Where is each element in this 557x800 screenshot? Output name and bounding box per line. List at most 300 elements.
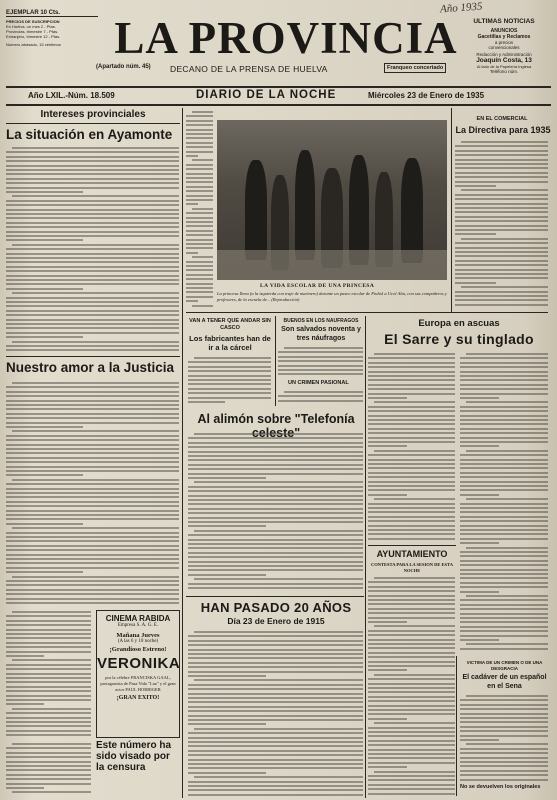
text-line — [188, 587, 363, 589]
text-line — [460, 735, 548, 737]
text-line — [368, 503, 455, 505]
text-line — [6, 165, 179, 167]
text-line — [188, 706, 363, 708]
text-line — [455, 233, 496, 235]
text-line — [6, 602, 179, 604]
text-line — [284, 347, 363, 349]
text-line — [460, 713, 548, 715]
handwritten-note: Año 1935 — [439, 0, 483, 16]
text-line — [188, 388, 271, 390]
text-line — [368, 520, 455, 522]
text-line — [368, 709, 455, 711]
text-line — [368, 516, 455, 518]
text-line — [6, 426, 83, 428]
text-line — [186, 291, 213, 293]
text-line — [460, 503, 548, 505]
headline-naufragos: Son salvados noventa y tres náufragos — [281, 326, 361, 342]
text-line — [6, 488, 179, 490]
text-line — [6, 695, 91, 697]
text-line — [192, 305, 213, 307]
text-line — [455, 181, 548, 183]
text-line — [6, 400, 179, 402]
text-line — [6, 629, 91, 631]
article-crimen — [278, 390, 364, 406]
text-line — [186, 151, 213, 153]
text-line — [188, 561, 363, 563]
text-line — [368, 669, 407, 671]
text-line — [194, 433, 363, 435]
text-line — [455, 185, 496, 187]
text-line — [460, 752, 548, 754]
text-line — [368, 779, 455, 781]
text-line — [460, 533, 548, 535]
text-line — [368, 581, 455, 583]
text-line — [188, 772, 266, 774]
text-line — [455, 282, 496, 284]
text-line — [368, 428, 455, 430]
text-line — [455, 220, 548, 222]
subscription-box — [6, 10, 98, 47]
text-line — [12, 244, 179, 246]
text-line — [6, 474, 83, 476]
text-line — [188, 499, 363, 501]
text-line — [368, 371, 455, 373]
text-line — [6, 668, 91, 670]
text-line — [368, 617, 455, 619]
text-line — [188, 688, 363, 690]
text-line — [455, 198, 548, 200]
text-line — [6, 677, 91, 679]
text-line — [455, 225, 548, 227]
text-line — [188, 767, 363, 769]
text-line — [368, 533, 455, 535]
subscription-line: En Huelva, un mes 2 - Ptas. — [6, 24, 56, 29]
section-europa: Europa en ascuas — [418, 318, 500, 329]
text-line — [6, 532, 179, 534]
text-line — [6, 257, 179, 259]
text-line — [284, 391, 363, 393]
text-line — [6, 492, 179, 494]
text-line — [188, 464, 363, 466]
text-line — [368, 599, 455, 601]
price-label: EJEMPLAR 10 Cts. — [6, 10, 98, 17]
text-line — [192, 208, 213, 210]
text-line — [186, 199, 213, 201]
text-line — [368, 388, 455, 390]
text-line — [186, 190, 213, 192]
text-line — [6, 327, 179, 329]
text-line — [6, 417, 179, 419]
text-line — [6, 747, 91, 749]
text-line — [368, 472, 455, 474]
text-line — [466, 401, 548, 403]
text-line — [368, 621, 407, 623]
text-line — [368, 529, 455, 531]
text-line — [455, 150, 548, 152]
text-line — [368, 511, 455, 513]
photo-caption-text: La princesa Ilena (a la izquierda con traje de marinero) durante un paseo escolar de Fiuhol a Ucol Alta, con sus compañeros y profesores, de la escuela de... (Reproducción) — [217, 291, 447, 302]
text-line — [368, 379, 455, 381]
text-line — [460, 529, 548, 531]
text-line — [6, 549, 179, 551]
text-line — [368, 410, 455, 412]
text-line — [460, 639, 499, 641]
text-line — [194, 728, 363, 730]
text-line — [455, 264, 548, 266]
text-line — [6, 558, 179, 560]
cinema-success: ¡GRAN EXITO! — [116, 695, 160, 701]
text-line — [368, 445, 407, 447]
text-line — [6, 734, 91, 736]
headline-justicia: Nuestro amor a la Justicia — [6, 360, 175, 375]
text-line — [6, 580, 179, 582]
column-divider — [275, 316, 276, 406]
text-line — [368, 366, 455, 368]
text-line — [368, 713, 455, 715]
text-line — [186, 195, 213, 197]
text-line — [460, 699, 548, 701]
text-line — [460, 630, 548, 632]
headline-fabricantes: Los fabricantes han de ir a la cárcel — [189, 334, 271, 352]
text-line — [6, 483, 179, 485]
text-line — [466, 595, 548, 597]
text-line — [460, 591, 499, 593]
text-line — [368, 639, 455, 641]
text-line — [455, 304, 548, 306]
text-line — [368, 634, 455, 636]
text-line — [460, 432, 548, 434]
text-line — [460, 428, 548, 430]
text-line — [455, 145, 548, 147]
text-line — [6, 624, 91, 626]
text-line — [460, 489, 548, 491]
text-line — [188, 486, 363, 488]
text-line — [188, 745, 363, 747]
text-line — [12, 382, 179, 384]
text-line — [368, 459, 455, 461]
text-line — [455, 295, 548, 297]
text-line — [194, 679, 363, 681]
text-line — [461, 286, 548, 288]
kicker-naufragos: BUENOS EN LOS NAUFRAGOS — [283, 318, 359, 324]
text-line — [368, 612, 455, 614]
text-line — [192, 159, 213, 161]
text-line — [6, 655, 44, 657]
text-line — [460, 467, 548, 469]
text-line — [460, 748, 548, 750]
text-line — [194, 631, 363, 633]
text-line — [194, 481, 363, 483]
cinema-name: CINEMA RABIDA — [105, 614, 171, 623]
headline-1915: Día 23 de Enero de 1915 — [227, 616, 325, 626]
text-line — [188, 662, 363, 664]
text-line — [460, 476, 548, 478]
cinema-premiere: ¡Grandioso Estreno! — [109, 646, 167, 653]
text-line — [460, 538, 548, 540]
text-line — [368, 590, 455, 592]
text-line — [6, 457, 179, 459]
text-line — [188, 451, 363, 453]
text-line — [368, 683, 455, 685]
text-line — [6, 756, 91, 758]
text-line — [6, 204, 179, 206]
text-line — [186, 173, 213, 175]
text-line — [368, 441, 455, 443]
text-line — [188, 468, 363, 470]
text-line — [460, 739, 499, 741]
text-line — [6, 279, 179, 281]
text-line — [6, 413, 179, 415]
text-line — [6, 637, 91, 639]
text-line — [455, 207, 548, 209]
text-line — [12, 743, 91, 745]
text-line — [188, 543, 363, 545]
text-line — [368, 375, 455, 377]
text-line — [188, 539, 363, 541]
text-line — [374, 577, 455, 579]
text-line — [368, 630, 455, 632]
text-line — [466, 547, 548, 549]
text-line — [188, 640, 363, 642]
text-line — [460, 384, 548, 386]
text-line — [368, 423, 455, 425]
text-line — [6, 452, 179, 454]
text-line — [188, 675, 266, 677]
text-line — [6, 226, 179, 228]
text-line — [460, 507, 548, 509]
text-line — [12, 659, 91, 661]
text-line — [188, 684, 363, 686]
text-line — [278, 360, 363, 362]
text-line — [368, 766, 407, 768]
text-line — [6, 288, 83, 290]
text-line — [186, 217, 213, 219]
text-line — [374, 353, 455, 355]
text-line — [466, 643, 548, 645]
text-line — [6, 761, 91, 763]
text-line — [368, 678, 455, 680]
text-line — [368, 687, 455, 689]
text-line — [6, 651, 91, 653]
text-line — [6, 633, 91, 635]
text-line — [278, 373, 363, 375]
text-line — [466, 498, 548, 500]
text-line — [186, 239, 213, 241]
text-line — [368, 357, 455, 359]
text-line — [460, 362, 548, 364]
text-line — [188, 379, 271, 381]
text-line — [6, 275, 179, 277]
text-line — [6, 721, 91, 723]
text-line — [455, 251, 548, 253]
headline-ayamonte: La situación en Ayamonte — [6, 127, 173, 142]
text-line — [455, 247, 548, 249]
cinema-cast: por la célebre FRANCISKA GAAL, protagonista de Pasa Vida "Luz" y el gran actor PAUL HORBIGER — [100, 675, 176, 692]
text-line — [6, 615, 91, 617]
text-line — [12, 576, 179, 578]
address: Joaquín Costa, 13 — [476, 57, 532, 64]
text-line — [188, 547, 363, 549]
text-line — [188, 455, 363, 457]
text-line — [460, 599, 548, 601]
text-line — [6, 386, 179, 388]
text-line — [455, 269, 548, 271]
text-line — [460, 765, 548, 767]
rule — [6, 86, 551, 88]
text-line — [188, 517, 363, 519]
text-line — [6, 703, 44, 705]
article-telefonia — [188, 432, 364, 592]
text-line — [368, 749, 455, 751]
ads-line: Redacción y Administración — [476, 52, 532, 57]
text-line — [460, 445, 499, 447]
text-line — [368, 467, 455, 469]
text-line — [460, 555, 548, 557]
text-line — [368, 415, 455, 417]
rule — [186, 312, 548, 313]
text-line — [188, 383, 271, 385]
kicker-crimen-sena: VICTIMA DE UN CRIMEN O DE UNA DESGRACIA — [466, 660, 543, 671]
text-line — [460, 542, 499, 544]
ads-line: a precios — [494, 40, 514, 45]
text-line — [6, 774, 91, 776]
text-line — [460, 726, 548, 728]
text-line — [6, 505, 179, 507]
text-line — [455, 172, 548, 174]
text-line — [6, 151, 179, 153]
text-line — [368, 525, 455, 527]
text-line — [6, 349, 179, 351]
text-line — [460, 626, 548, 628]
text-line — [460, 423, 548, 425]
text-line — [188, 710, 363, 712]
originals-notice: No se devuelven los originales — [460, 784, 541, 790]
text-line — [368, 647, 455, 649]
text-line — [6, 673, 91, 675]
rule — [6, 123, 180, 124]
text-line — [12, 479, 179, 481]
text-line — [460, 371, 548, 373]
text-line — [368, 507, 455, 509]
text-line — [188, 366, 271, 368]
princess-photo — [217, 120, 447, 280]
text-line — [460, 463, 548, 465]
newspaper-subtitle: DECANO DE LA PRENSA DE HUELVA — [170, 64, 328, 74]
text-line — [186, 230, 213, 232]
text-line — [368, 757, 455, 759]
text-line — [460, 419, 548, 421]
text-line — [460, 617, 548, 619]
text-line — [188, 459, 363, 461]
text-line — [368, 656, 455, 658]
text-line — [455, 203, 548, 205]
text-line — [460, 459, 548, 461]
text-line — [188, 719, 363, 721]
text-line — [188, 657, 363, 659]
article-fabricantes — [188, 356, 272, 406]
text-line — [6, 769, 91, 771]
text-line — [194, 776, 363, 778]
text-line — [6, 283, 179, 285]
text-line — [6, 496, 179, 498]
text-line — [6, 173, 179, 175]
text-line — [460, 393, 548, 395]
text-line — [188, 525, 266, 527]
text-line — [194, 578, 363, 580]
text-line — [6, 664, 91, 666]
text-line — [6, 589, 179, 591]
text-line — [6, 448, 179, 450]
text-line — [6, 222, 179, 224]
text-line — [6, 584, 179, 586]
text-line — [6, 642, 91, 644]
text-line — [460, 379, 548, 381]
text-line — [12, 611, 91, 613]
text-line — [12, 147, 179, 149]
text-line — [188, 512, 363, 514]
ads-box — [456, 18, 552, 74]
text-line — [460, 635, 548, 637]
text-line — [188, 741, 363, 743]
text-line — [12, 195, 179, 197]
headline-telefonia: Al alimón sobre "Telefonía — [197, 412, 355, 426]
text-line — [6, 391, 179, 393]
text-line — [368, 718, 407, 720]
text-line — [192, 256, 213, 258]
text-line — [186, 287, 213, 289]
text-line — [188, 370, 271, 372]
text-line — [6, 310, 179, 312]
text-line — [186, 234, 213, 236]
text-line — [368, 419, 455, 421]
article-justicia-end — [6, 742, 92, 796]
headline-veinte-anos: HAN PASADO 20 AÑOS — [200, 600, 352, 615]
text-line — [186, 164, 213, 166]
photo-caption-title: LA VIDA ESCOLAR DE UNA PRINCESA — [260, 283, 375, 289]
text-line — [6, 435, 179, 437]
text-line — [460, 516, 548, 518]
text-line — [6, 182, 179, 184]
article-sena — [460, 694, 549, 782]
text-line — [186, 168, 213, 170]
text-line — [278, 356, 363, 358]
text-line — [188, 375, 271, 377]
text-line — [460, 582, 548, 584]
text-line — [460, 410, 548, 412]
ads-line: Gacetillas y Reclamos — [477, 34, 531, 40]
text-line — [368, 784, 455, 786]
text-line — [460, 608, 548, 610]
text-line — [368, 753, 455, 755]
text-line — [374, 771, 455, 773]
text-line — [186, 274, 213, 276]
text-line — [186, 269, 213, 271]
censorship-notice: Este número ha sido visado por la censura — [96, 740, 172, 773]
section-heading: Intereses provinciales — [40, 109, 146, 120]
issue-date: Miércoles 23 de Enero de 1935 — [368, 91, 485, 100]
text-line — [186, 181, 213, 183]
column-divider — [365, 316, 366, 798]
text-line — [188, 508, 363, 510]
text-line — [455, 299, 548, 301]
text-line — [188, 521, 363, 523]
text-line — [6, 191, 83, 193]
text-line — [455, 242, 548, 244]
text-line — [6, 200, 179, 202]
text-line — [6, 699, 91, 701]
text-line — [368, 595, 455, 597]
text-line — [466, 353, 548, 355]
